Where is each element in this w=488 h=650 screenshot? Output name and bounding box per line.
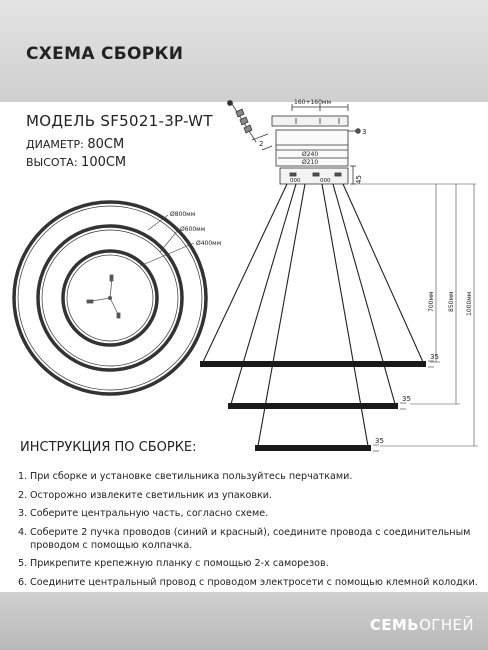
ring-height-middle: 35	[402, 395, 411, 403]
step-number: 5.	[18, 558, 28, 569]
ring-height-inner: 35	[375, 437, 384, 445]
height-value: 100СМ	[81, 155, 127, 170]
diameter-value: 80СМ	[87, 137, 125, 152]
instruction-step	[18, 507, 486, 520]
brand-light: ОГНЕЙ	[419, 616, 474, 634]
canopy-height-dim: 45	[355, 175, 363, 184]
mounting-hardware-detail	[228, 101, 273, 151]
canopy-diameter-240: Ø240	[302, 151, 319, 158]
step-number: 1.	[18, 471, 28, 482]
canopy	[272, 104, 360, 184]
canopy-mark-right: 000	[320, 178, 331, 184]
step-text: При сборке и установке светильника пользуйтесь перчатками.	[30, 471, 353, 482]
model-name: МОДЕЛЬ SF5021-3P-WT	[26, 112, 213, 130]
instruction-steps	[18, 470, 486, 594]
drop-dim-700: 700мм	[428, 291, 435, 312]
instruction-step	[18, 470, 486, 483]
step-text: Соберите 2 пучка проводов (синий и красный), соедините провода с соединительным проводом с помощью колпачка.	[30, 526, 471, 551]
canopy-mark-left: 000	[290, 178, 301, 184]
drop-dim-1000: 1000мм	[466, 291, 473, 316]
step-number: 6.	[18, 576, 28, 588]
step-number: 2.	[18, 489, 28, 501]
ring-middle-side	[228, 403, 398, 409]
ring-label-800: Ø800мм	[170, 211, 196, 218]
instruction-step	[18, 526, 486, 552]
canopy-top-dim: 160+160мм	[294, 99, 331, 106]
step-text: Соедините центральный провод с проводом электросети с помощью клемной колодки.	[30, 576, 478, 588]
brand-logo	[370, 616, 474, 634]
height-label: ВЫСОТА:	[26, 156, 78, 169]
screw-label-2: 2	[259, 140, 264, 148]
ring-label-400: Ø400мм	[196, 240, 222, 247]
instruction-step	[18, 489, 486, 502]
instruction-step	[18, 557, 486, 570]
header-bar	[0, 0, 488, 102]
canopy-diameter-210: Ø210	[302, 159, 319, 166]
ring-label-600: Ø600мм	[180, 226, 206, 233]
step-text: Прикрепите крепежную планку с помощью 2-х саморезов.	[30, 558, 329, 569]
step-text: Осторожно извлеките светильник из упаковки.	[30, 489, 273, 501]
step-number: 4.	[18, 526, 28, 538]
instructions-title: ИНСТРУКЦИЯ ПО СБОРКЕ:	[20, 440, 197, 455]
instruction-step	[18, 576, 486, 589]
step-number: 3.	[18, 508, 28, 519]
ring-height-outer: 35	[430, 353, 439, 361]
diameter-label: ДИАМЕТР:	[26, 138, 84, 151]
footer-bar	[0, 592, 488, 650]
page-title: СХЕМА СБОРКИ	[26, 44, 184, 64]
ring-inner-side	[255, 445, 371, 451]
top-view-hub	[87, 275, 120, 318]
brand-bold: СЕМЬ	[369, 616, 420, 634]
step-text: Соберите центральную часть, согласно схеме.	[30, 508, 269, 519]
ring-outer-side	[200, 361, 426, 367]
screw-label-3: 3	[362, 128, 367, 136]
assembly-drawing	[0, 99, 488, 445]
drop-dim-850: 850мм	[448, 291, 455, 312]
